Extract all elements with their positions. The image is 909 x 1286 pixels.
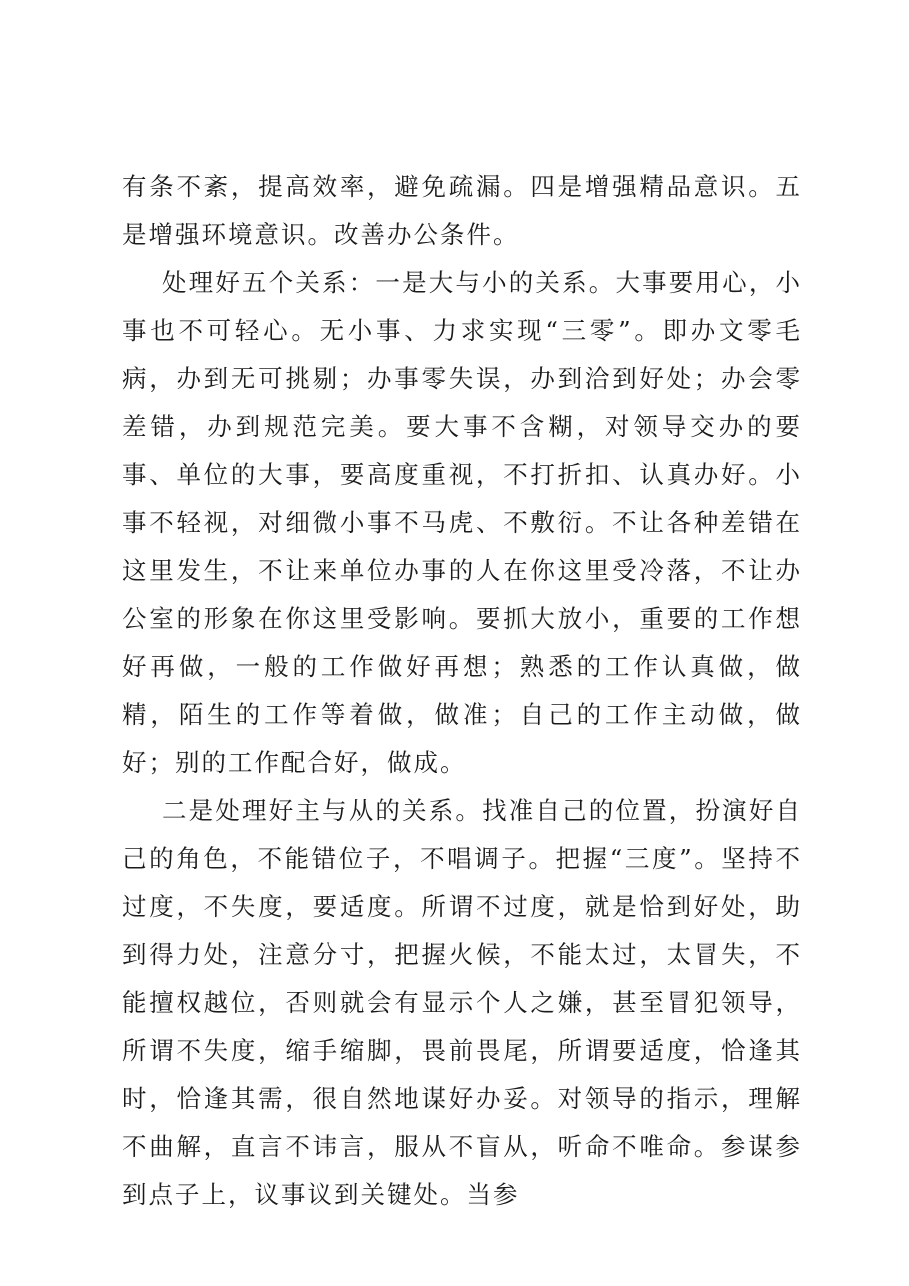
document-body — [122, 163, 802, 1219]
paragraph-five-relations: 处理好五个关系：一是大与小的关系。大事要用心，小事也不可轻心。无小事、力求实现“三零”。即办文零毛病，办到无可挑剔；办事零失误，办到洽到好处；办会零差错，办到规范完美。要大事不含糊，对领导交办的要事、单位的大事，要高度重视，不打折扣、认真办好。小事不轻视，对细微小事不马虎、不敷衍。不让各种差错在这里发生，不让来单位办事的人在你这里受冷落，不让办公室的形象在你这里受影响。要抓大放小，重要的工作想好再做，一般的工作做好再想；熟悉的工作认真做，做精，陌生的工作等着做，做准；自己的工作主动做，做好；别的工作配合好，做成。 — [122, 268, 802, 777]
paragraph-continuation: 有条不紊，提高效率，避免疏漏。四是增强精品意识。五是增强环境意识。改善办公条件。 — [122, 172, 802, 249]
paragraph-main-and-subordinate: 二是处理好主与从的关系。找准自己的位置，扮演好自己的角色，不能错位子，不唱调子。把握“三度”。坚持不过度，不失度，要适度。所谓不过度，就是恰到好处，助到得力处，注意分寸，把握火候，不能太过，太冒失，不能擅权越位，否则就会有显示个人之嫌，甚至冒犯领导，所谓不失度，缩手缩脚，畏前畏尾，所谓要适度，恰逢其时，恰逢其需，很自然地谋好办妥。对领导的指示，理解不曲解，直言不讳言，服从不盲从，听命不唯命。参谋参到点子上，议事议到关键处。当参 — [122, 796, 802, 1209]
